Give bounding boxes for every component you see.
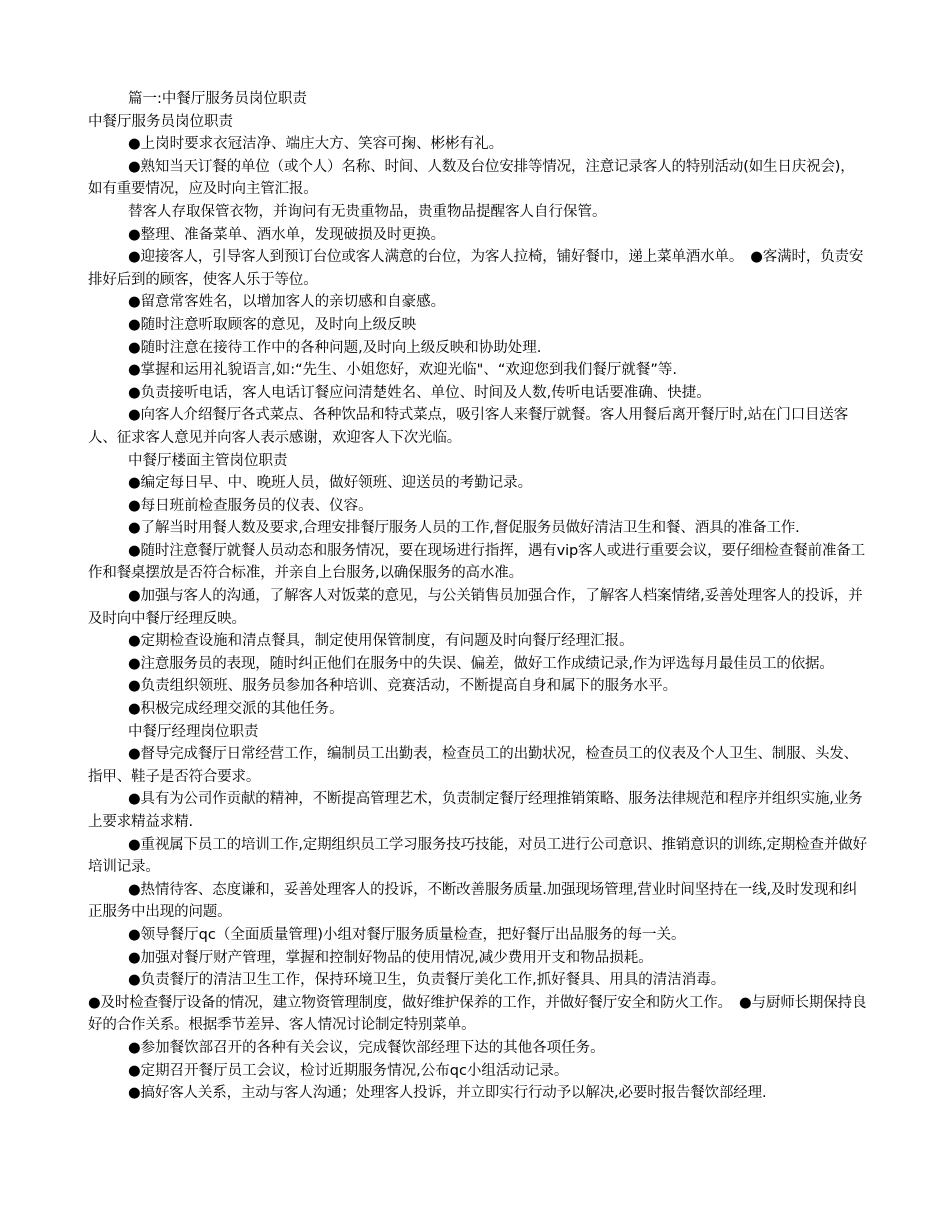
paragraph: ●迎接客人，引导客人到预订台位或客人满意的台位，为客人拉椅，铺好餐巾，递上菜单酒水单。 ●客满时，负责安排好后到的顾客，使客人乐于等位。 bbox=[88, 249, 864, 288]
paragraph: ●掌握和运用礼貌语言,如:“先生、小姐您好，欢迎光临"、“欢迎您到我们餐厅就餐”等. bbox=[128, 362, 677, 379]
document-title: 篇一:中餐厅服务员岗位职责 bbox=[128, 91, 307, 107]
paragraph: ●热情待客、态度谦和，妥善处理客人的投诉，不断改善服务质量.加强现场管理,营业时间坚持在一线,及时发现和纠正服务中出现的问题。 bbox=[88, 881, 858, 921]
paragraph: ●定期召开餐厅员工会议，检讨近期服务情况,公布qc小组活动记录。 bbox=[128, 1062, 569, 1079]
document-body bbox=[88, 88, 868, 1105]
paragraph: ●加强与客人的沟通，了解客人对饭菜的意见，与公关销售员加强合作，了解客人档案情绪,妥善处理客人的投诉，并及时向中餐厅经理反映。 bbox=[88, 588, 863, 627]
paragraph: ●搞好客人关系，主动与客人沟通；处理客人投诉，并立即实行行动予以解决,必要时报告餐饮部经理. bbox=[128, 1085, 767, 1102]
paragraph: ●领导餐厅qc（全面质量管理)小组对餐厅服务质量检查，把好餐厅出品服务的每一关。 bbox=[128, 926, 686, 943]
paragraph: ●负责餐厅的清洁卫生工作，保持环境卫生，负责餐厅美化工作,抓好餐具、用具的清洁消毒。 bbox=[128, 972, 726, 989]
paragraph: ●了解当时用餐人数及要求,合理安排餐厅服务人员的工作,督促服务员做好清洁卫生和餐、酒具的准备工作. bbox=[128, 520, 800, 537]
paragraph: ●负责组织领班、服务员参加各种培训、竞赛活动，不断提高自身和属下的服务水平。 bbox=[128, 678, 678, 695]
paragraph: ●定期检查设施和清点餐具，制定使用保管制度，有问题及时向餐厅经理汇报。 bbox=[128, 633, 634, 650]
paragraph: ●重视属下员工的培训工作,定期组织员工学习服务技巧技能，对员工进行公司意识、推销意识的训练,定期检查并做好培训记录。 bbox=[88, 836, 867, 876]
paragraph: ●随时注意在接待工作中的各种问题,及时向上级反映和协助处理. bbox=[128, 339, 542, 356]
paragraph: ●负责接听电话，客人电话订餐应问清楚姓名、单位、时间及人数,传听电话要准确、快捷。 bbox=[128, 384, 711, 401]
paragraph: ●随时注意餐厅就餐人员动态和服务情况，要在现场进行指挥，遇有vip客人或进行重要会议，要仔细检查餐前准备工作和餐桌摆放是否符合标准，并亲自上台服务,以确保服务的高水准。 bbox=[88, 542, 866, 582]
section-heading-supervisor: 中餐厅楼面主管岗位职责 bbox=[128, 452, 288, 469]
paragraph: ●熟知当天订餐的单位（或个人）名称、时间、人数及台位安排等情况，注意记录客人的特别活动(如生日庆祝会)，如有重要情况，应及时向主管汇报。 bbox=[88, 158, 855, 198]
paragraph: ●留意常客姓名，以增加客人的亲切感和自豪感。 bbox=[128, 294, 446, 311]
paragraph: ●随时注意听取顾客的意见，及时向上级反映 bbox=[128, 316, 417, 333]
paragraph: ●注意服务员的表现，随时纠正他们在服务中的失误、偏差，做好工作成绩记录,作为评选每月最佳员工的依据。 bbox=[128, 655, 834, 672]
section-heading-manager: 中餐厅经理岗位职责 bbox=[128, 723, 259, 740]
paragraph: ●编定每日早、中、晚班人员，做好领班、迎送员的考勤记录。 bbox=[128, 475, 533, 492]
paragraph: ●具有为公司作贡献的精神，不断提高管理艺术，负责制定餐厅经理推销策略、服务法律规范和程序并组织实施,业务上要求精益求精. bbox=[88, 791, 863, 830]
paragraph: ●上岗时要求衣冠洁净、端庄大方、笑容可掬、彬彬有礼。 bbox=[128, 136, 504, 153]
paragraph: ●及时检查餐厅设备的情况，建立物资管理制度，做好维护保养的工作，并做好餐厅安全和防火工作。 ●与厨师长期保持良好的合作关系。根据季节差异、客人情况讨论制定特别菜单。 bbox=[88, 994, 867, 1034]
paragraph: ●加强对餐厅财产管理，掌握和控制好物品的使用情况,减少费用开支和物品损耗。 bbox=[128, 949, 653, 966]
paragraph: 替客人存取保管衣物，并询问有无贵重物品，贵重物品提醒客人自行保管。 bbox=[128, 203, 607, 220]
paragraph: ●向客人介绍餐厅各式菜点、各种饮品和特式菜点，吸引客人来餐厅就餐。客人用餐后离开餐厅时,站在门口目送客人、征求客人意见并向客人表示感谢，欢迎客人下次光临。 bbox=[88, 407, 849, 446]
paragraph: ●整理、准备菜单、酒水单，发现破损及时更换。 bbox=[128, 226, 446, 243]
paragraph: ●每日班前检查服务员的仪表、仪容。 bbox=[128, 497, 373, 514]
paragraph: ●参加餐饮部召开的各种有关会议，完成餐饮部经理下达的其他各项任务。 bbox=[128, 1039, 605, 1056]
section-heading-waiter: 中餐厅服务员岗位职责 bbox=[88, 113, 233, 130]
paragraph: ●督导完成餐厅日常经营工作，编制员工出勤表，检查员工的出勤状况，检查员工的仪表及个人卫生、制服、头发、指甲、鞋子是否符合要求。 bbox=[88, 746, 858, 785]
paragraph: ●积极完成经理交派的其他任务。 bbox=[128, 701, 344, 718]
